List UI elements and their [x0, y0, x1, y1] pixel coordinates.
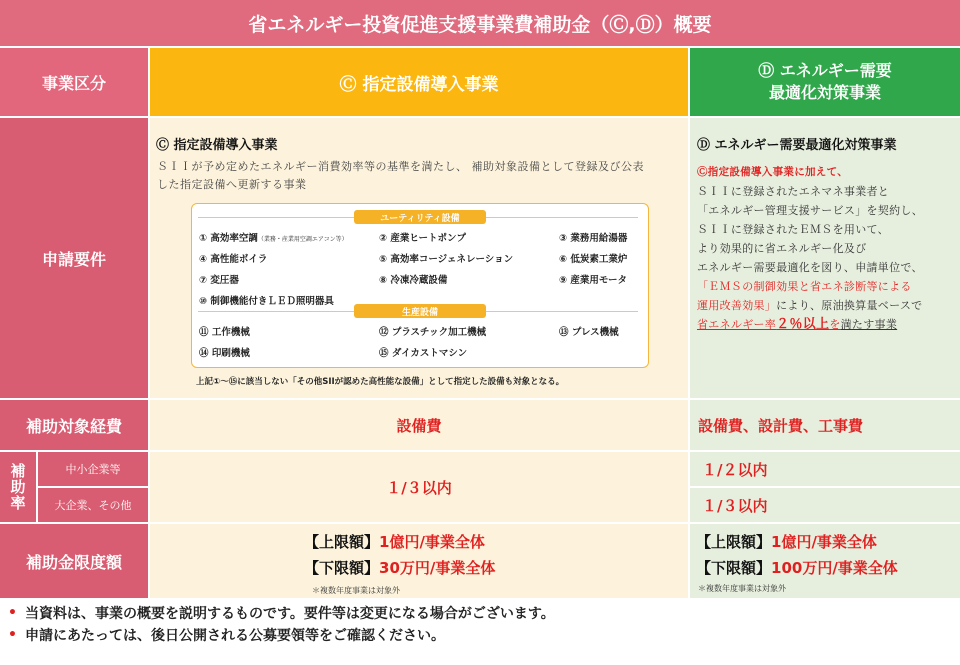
c-costs-cell [150, 400, 688, 450]
d-rate-sme-cell [690, 452, 960, 486]
requirements-label: 申請要件 [0, 118, 148, 398]
c-project-header: Ⓒ 指定設備導入事業 [150, 48, 688, 116]
equipment-item-1: ① 高効率空調（業務・産業用空調エアコン等） [199, 233, 348, 244]
equipment-item-6: ⑥ 低炭素工業炉 [559, 254, 628, 265]
c-costs-value: 設備費 [396, 416, 442, 435]
c-requirements-heading: Ⓒ 指定設備導入事業 [156, 138, 278, 153]
subsidy-rate-label: 補助率 [0, 452, 36, 522]
large-company-label: 大企業、その他 [38, 488, 148, 522]
c-requirements-desc [157, 158, 682, 194]
equipment-footnote: 上記①～⑮に該当しない「その他SIIが認めた高性能な設備」として指定した設備も対象となる。 [196, 377, 565, 387]
equipment-item-4: ④ 高性能ボイラ [199, 254, 268, 265]
d-header-line2: 最適化対策事業 [768, 83, 881, 102]
d-upper-limit: 【上限額】1億円/事業全体 [696, 533, 877, 551]
equipment-item-15: ⑮ ダイカストマシン [379, 348, 468, 359]
d-line-4: より効果的に省エネルギー化及び [697, 242, 867, 255]
c-rate-value: １/３以内 [386, 478, 452, 497]
note-bullet: • [8, 605, 17, 621]
c-upper-limit: 【上限額】1億円/事業全体 [304, 533, 485, 551]
d-rate-sme-value: １/２以内 [702, 460, 768, 479]
equipment-item-13: ⑬ プレス機械 [559, 327, 619, 338]
d-line-3: ＳＩＩに登録されたＥＭＳを用いて、 [697, 223, 889, 236]
equipment-item-12: ⑫ プラスチック加工機械 [379, 327, 487, 338]
equipment-item-9: ⑨ 産業用モータ [559, 275, 627, 286]
page-title: 省エネルギー投資促進支援事業費補助金（Ⓒ,Ⓓ）概要 [0, 0, 960, 46]
c-multi-year-note: ＊複数年度事業は対象外 [312, 586, 400, 595]
equipment-item-10: ⑩ 制御機能付きＬＥＤ照明器具 [199, 296, 334, 307]
category-header: 事業区分 [0, 48, 148, 116]
sme-label: 中小企業等 [38, 452, 148, 486]
d-line-6: 運用改善効果」により、原油換算量ベースで [697, 299, 923, 312]
c-lower-limit: 【下限額】30万円/事業全体 [304, 559, 496, 577]
d-lower-limit: 【下限額】100万円/事業全体 [696, 559, 898, 577]
d-red-intro: Ⓒ指定設備導入事業に加えて、 [697, 166, 848, 178]
note-1: • 当資料は、事業の概要を説明するものです。要件等は変更になる場合がございます。 [8, 605, 555, 622]
d-costs-cell [690, 400, 960, 450]
d-line-2: 「エネルギー管理支援サービス」を契約し、 [697, 204, 923, 217]
equipment-item-5: ⑤ 高効率コージェネレーション [379, 254, 514, 265]
d-multi-year-note: ＊複数年度事業は対象外 [698, 584, 786, 593]
utility-label: ユーティリティ設備 [354, 210, 486, 224]
note-bullet: • [8, 627, 17, 643]
equipment-item-8: ⑧ 冷凍冷蔵設備 [379, 275, 448, 286]
d-header-line1: Ⓓ エネルギー需要 [758, 61, 892, 80]
eligible-costs-label: 補助対象経費 [0, 400, 148, 450]
d-red-line-1: 「ＥＭＳの制御効果と省エネ診断等による [697, 280, 912, 293]
d-line-5: エネルギー需要最適化を図り、申請単位で、 [697, 261, 923, 274]
c-desc-line2: した指定設備へ更新する事業 [157, 178, 307, 191]
note-2: • 申請にあたっては、後日公開される公募要領等をご確認ください。 [8, 627, 445, 644]
notes [0, 602, 960, 646]
equipment-item-11: ⑪ 工作機械 [199, 327, 250, 338]
equipment-item-7: ⑦ 変圧器 [199, 275, 239, 286]
c-desc-line1: ＳＩＩが予め定めたエネルギー消費効率等の基準を満たし、 補助対象設備として登録及び公表 [157, 160, 644, 173]
d-requirements-heading: Ⓓ エネルギー需要最適化対策事業 [697, 138, 897, 153]
d-rate-large-cell [690, 488, 960, 522]
d-rate-large-value: １/３以内 [702, 496, 768, 515]
d-project-header [690, 48, 960, 116]
equipment-item-2: ② 産業ヒートポンプ [379, 233, 466, 244]
production-label: 生産設備 [354, 304, 486, 318]
d-costs-value: 設備費、設計費、工事費 [698, 416, 864, 435]
equipment-item-14: ⑭ 印刷機械 [199, 348, 250, 359]
d-requirements-text [697, 163, 957, 334]
equipment-item-3: ③ 業務用給湯器 [559, 233, 628, 244]
d-line-1: ＳＩＩに登録されたエネマネ事業者と [697, 185, 890, 198]
limit-label: 補助金限度額 [0, 524, 148, 598]
c-rate-cell [150, 452, 688, 522]
d-line-7: 省エネルギー率２％以上を満たす事業 [697, 317, 898, 332]
